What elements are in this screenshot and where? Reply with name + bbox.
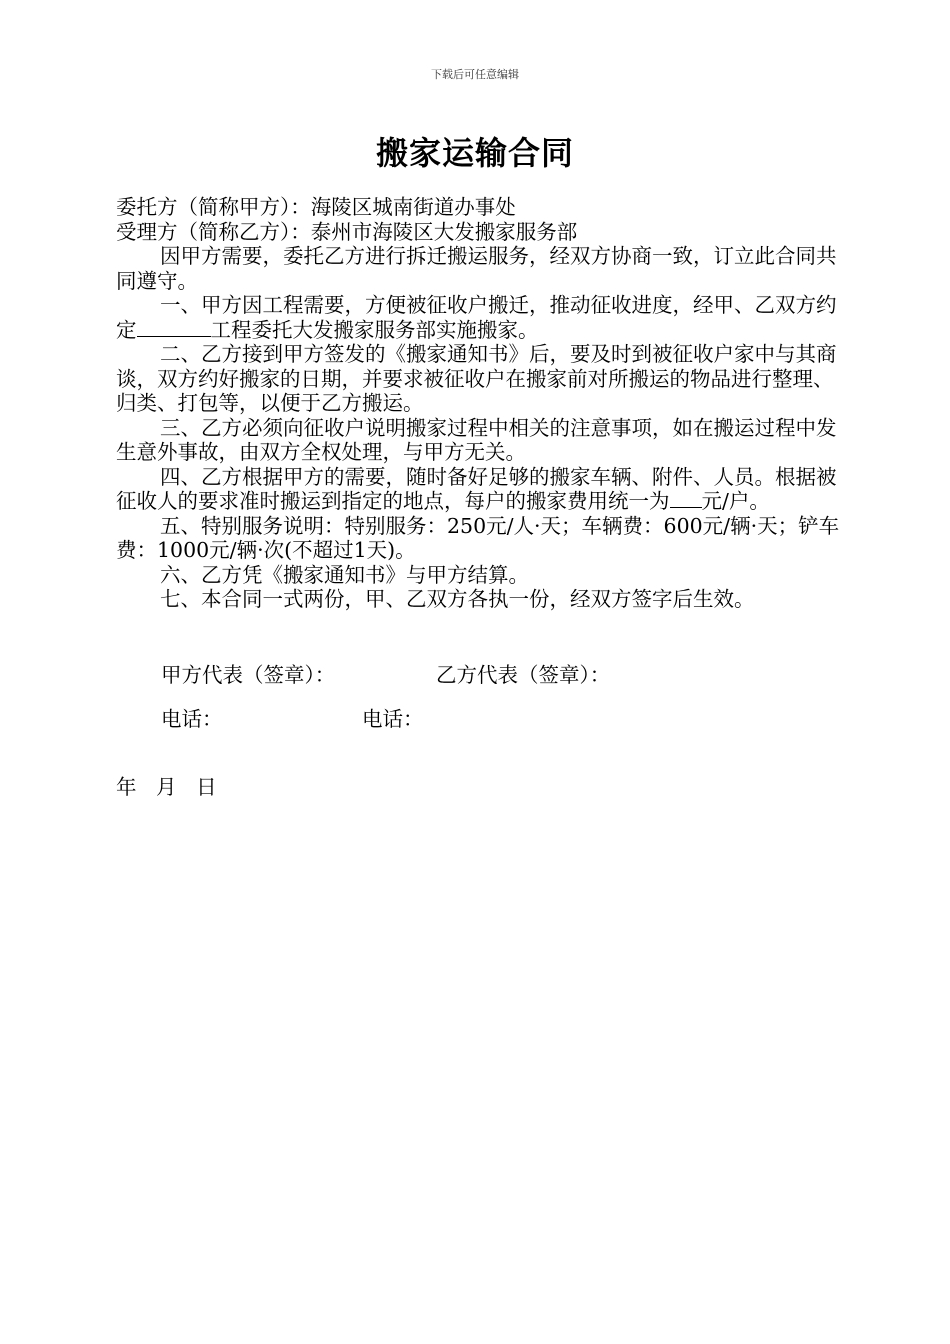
- clause-1-text-after: 工程委托大发搬家服务部实施搬家。: [210, 317, 539, 342]
- contract-body: [116, 195, 848, 612]
- clause-4-text-before: 四、乙方根据甲方的需要，随时备好足够的搬家车辆、附件、人员。根据被征收人的要求准时搬运到指定的地点，每户的搬家费用统一为: [116, 464, 837, 513]
- clause-2: 二、乙方接到甲方签发的《搬家通知书》后，要及时到被征收户家中与其商谈，双方约好搬家的日期，并要求被征收户在搬家前对所搬运的物品进行整理、归类、打包等，以便于乙方搬运。: [116, 342, 837, 415]
- clause-4-text-after: 元/户。: [701, 489, 770, 513]
- clause-7: 七、本合同一式两份，甲、乙双方各执一份，经双方签字后生效。: [160, 587, 755, 611]
- party-b-phone-label: 电话：: [362, 707, 424, 731]
- header-note: 下载后可任意编辑: [431, 68, 519, 81]
- party-a-phone-label: 电话：: [161, 707, 223, 731]
- clause-1: [116, 293, 848, 342]
- clause-3: 三、乙方必须向征收户说明搬家过程中相关的注意事项，如在搬运过程中发生意外事故，由双方全权处理，与甲方无关。: [116, 415, 837, 464]
- clause-4: [116, 465, 848, 514]
- clause-1-text-before: 一、甲方因工程需要，方便被征收户搬迁，推动征收进度，经甲、乙双方约定: [116, 293, 837, 342]
- party-b-line: 受理方（简称乙方）：泰州市海陵区大发搬家服务部: [116, 219, 578, 244]
- party-b-signature-label: 乙方代表（签章）：: [436, 663, 611, 687]
- project-name-blank: [137, 318, 211, 337]
- preamble: 因甲方需要，委托乙方进行拆迁搬运服务，经双方协商一致，订立此合同共同遵守。: [116, 244, 837, 293]
- fee-blank: [670, 489, 702, 508]
- date-line: 年 月 日: [116, 775, 217, 799]
- document-title: 搬家运输合同: [375, 134, 574, 172]
- party-a-line: 委托方（简称甲方）：海陵区城南街道办事处: [116, 195, 516, 219]
- clause-5: 五、特别服务说明：特别服务：250元/人·天；车辆费：600元/辆·天；铲车费：1000元/辆·次(不超过1天)。: [116, 513, 840, 562]
- clause-6: 六、乙方凭《搬家通知书》与甲方结算。: [160, 562, 529, 587]
- party-a-signature-label: 甲方代表（签章）：: [161, 663, 336, 687]
